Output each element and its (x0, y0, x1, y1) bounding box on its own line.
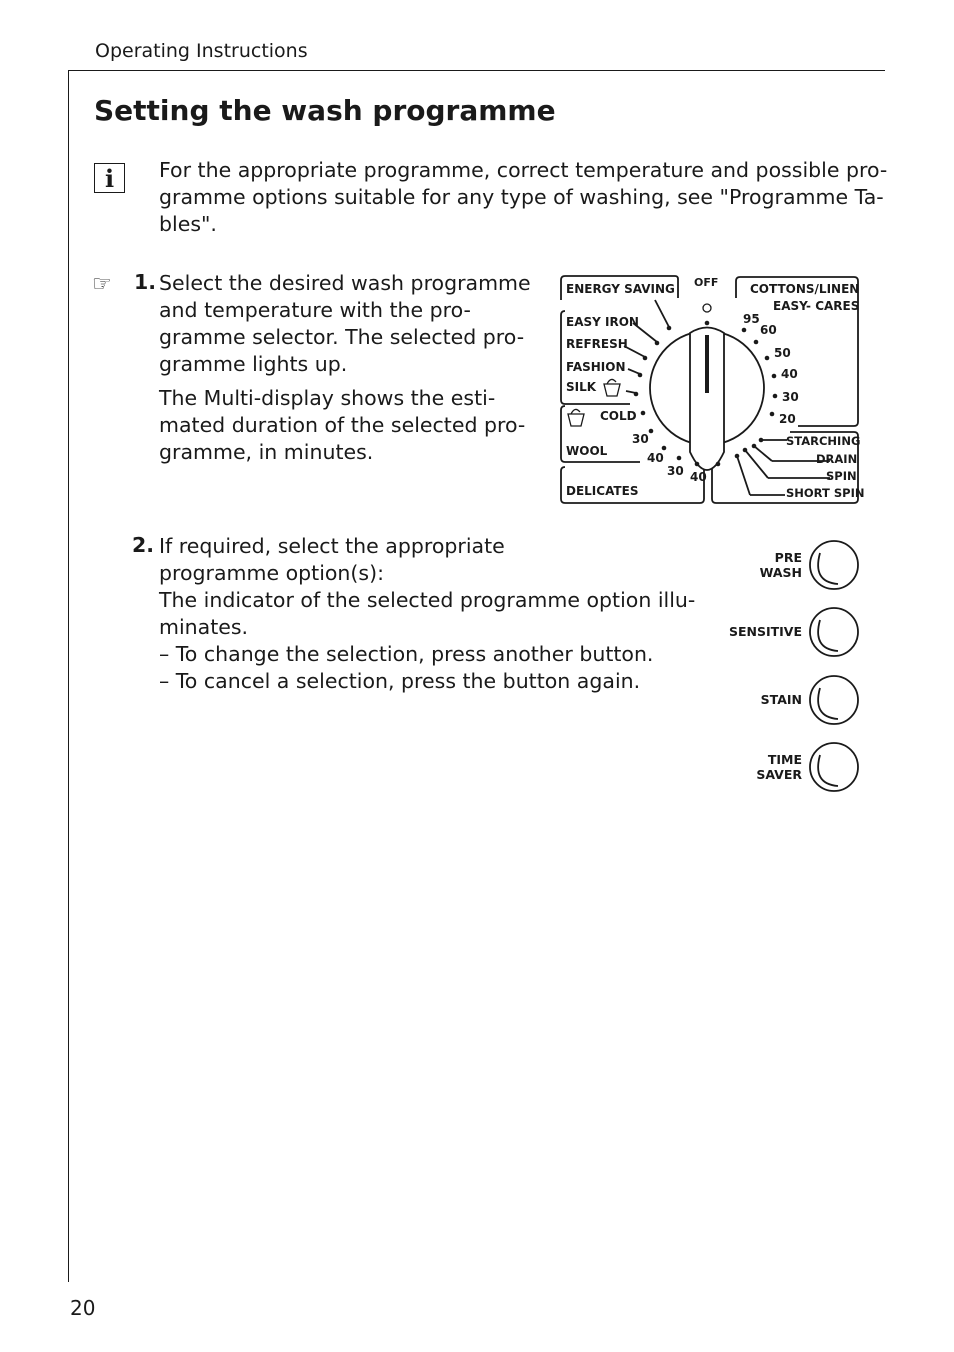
info-line: For the appropriate programme, correct temperature and possible pro- (159, 158, 888, 182)
section-title: Setting the wash programme (94, 94, 556, 127)
option-label-sensitive: SENSITIVE (728, 624, 802, 639)
dial-label-off: OFF (694, 276, 719, 289)
option-label-prewash: WASH (759, 565, 802, 580)
pointing-hand-icon: ☞ (92, 272, 112, 297)
dial-label-delicates: DELICATES (566, 484, 639, 498)
dial-label-short-spin: SHORT SPIN (786, 486, 865, 500)
step-line: programme option(s): (159, 561, 385, 585)
info-line: gramme options suitable for any type of washing, see "Programme Ta- (159, 185, 884, 209)
step-line: minates. (159, 615, 249, 639)
dial-label-refresh: REFRESH (566, 337, 628, 351)
dial-label-fashion: FASHION (566, 360, 626, 374)
dial-temp-cotton: 50 (774, 346, 791, 360)
dial-temp-cotton: 40 (781, 367, 798, 381)
dial-temp-wool: 30 (632, 432, 649, 446)
knob-indicator-mark (705, 335, 709, 393)
dial-label-drain: DRAIN (816, 452, 858, 466)
running-title: Operating Instructions (95, 40, 308, 62)
handwash-icon (604, 379, 620, 396)
step-2-number: 2. (132, 533, 155, 557)
dial-temp-delicates: 30 (667, 464, 684, 478)
time-saver-button[interactable] (810, 743, 858, 791)
info-line: bles". (159, 212, 217, 236)
dial-label-wool: WOOL (566, 444, 608, 458)
dial-temp-wool: 40 (647, 451, 664, 465)
dial-label-spin: SPIN (826, 469, 857, 483)
dial-label-cold: COLD (600, 409, 637, 423)
dial-label-easy-iron: EASY IRON (566, 315, 639, 329)
step-1-number: 1. (134, 270, 157, 294)
dial-label-easy-cares: EASY- CARES (773, 299, 860, 313)
dial-temp-delicates: 40 (690, 470, 707, 484)
dial-label-energy-saving: ENERGY SAVING (566, 282, 675, 296)
info-icon: i (94, 163, 125, 193)
step-line: If required, select the appropriate (159, 534, 505, 558)
sensitive-button[interactable] (810, 608, 858, 656)
dial-temp-cotton: 95 (743, 312, 760, 326)
option-label-prewash: PRE (774, 550, 802, 565)
step-line: The indicator of the selected programme option illu- (159, 588, 696, 612)
stain-button[interactable] (810, 676, 858, 724)
step-line: gramme, in minutes. (159, 440, 374, 464)
option-label-time-saver: SAVER (756, 767, 802, 782)
dial-temp-cotton: 60 (760, 323, 777, 337)
dial-label-starching: STARCHING (786, 434, 861, 448)
prewash-button[interactable] (810, 541, 858, 589)
page-number: 20 (70, 1296, 96, 1320)
dial-temp-cotton: 20 (779, 412, 796, 426)
option-label-stain: STAIN (760, 692, 802, 707)
dial-temp-cotton: 30 (782, 390, 799, 404)
step-line: – To change the selection, press another button. (159, 642, 654, 666)
step-line: The Multi-display shows the esti- (159, 386, 496, 410)
step-line: – To cancel a selection, press the button again. (159, 669, 641, 693)
step-line: and temperature with the pro- (159, 298, 471, 322)
dial-label-cottons: COTTONS/LINEN (750, 282, 860, 296)
off-position-marker (703, 304, 711, 312)
option-label-time-saver: TIME (767, 752, 802, 767)
dial-label-silk: SILK (566, 380, 597, 394)
step-line: mated duration of the selected pro- (159, 413, 526, 437)
handwash-icon (568, 409, 584, 426)
step-line: gramme selector. The selected pro- (159, 325, 525, 349)
step-line: Select the desired wash programme (159, 271, 531, 295)
step-line: gramme lights up. (159, 352, 348, 376)
